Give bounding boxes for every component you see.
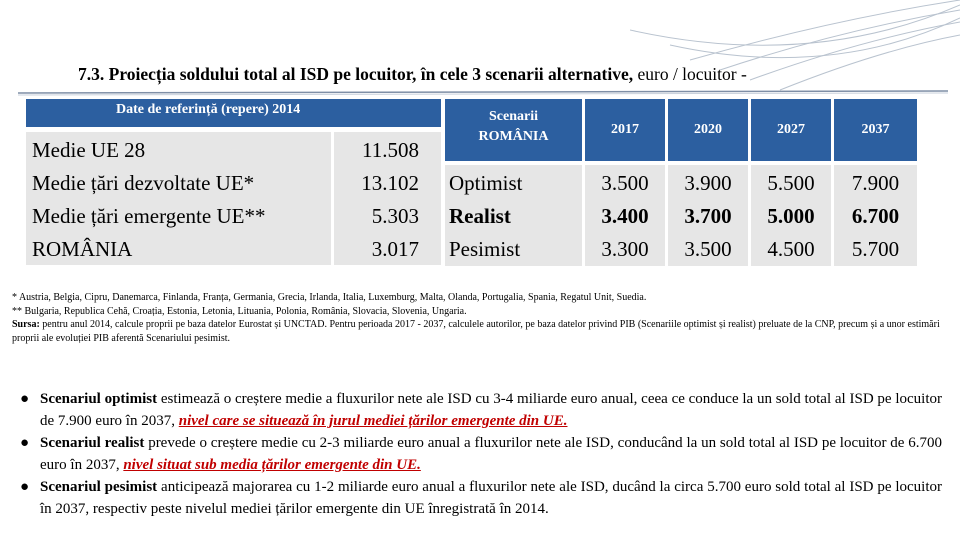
scenario-value: 6.700: [851, 204, 900, 228]
scenario-header-line1: Scenarii: [489, 109, 538, 124]
scenario-bullets: [18, 388, 942, 520]
title-bold: 7.3. Proiecția soldului total al ISD pe locuitor, în cele 3 scenarii alternative,: [78, 64, 634, 84]
bullet-optimist: [18, 388, 942, 432]
scenario-value: 3.400: [601, 204, 649, 228]
scenario-name: Pesimist: [449, 237, 521, 261]
footnotes: [12, 291, 942, 345]
reference-name: Medie UE 28: [32, 138, 146, 162]
scenario-value: 3.300: [601, 237, 649, 261]
reference-name: Medie țări emergente UE**: [32, 204, 266, 228]
year-column-2020: [668, 165, 748, 266]
scenario-value: 3.500: [684, 237, 732, 261]
source-note: [12, 318, 942, 345]
bullet-bold: Scenariul pesimist: [40, 479, 158, 495]
year-header: 2037: [834, 99, 917, 161]
source-text: pentru anul 2014, calcule proprii pe baza datelor Eurostat și UNCTAD. Pentru perioada 2017 - 2037, calculele autorilor, pe baza datelor privind PIB (Scenariile optimist și realist) preluate de la CNP, precum și a unor estimări proprii ale evoluției PIB aferentă Scenariului pesimist.: [12, 319, 940, 344]
scenario-value: 7.900: [851, 171, 900, 195]
bullet-text: prevede o creștere medie cu 2-3 miliarde euro anual a fluxurilor nete ale ISD, conducând la un sold total al ISD pe locuitor de 6.700 euro în 2037,: [40, 435, 943, 473]
title-underline: [18, 90, 948, 96]
reference-value: 13.102: [361, 171, 419, 195]
bullet-pesimist: [18, 476, 942, 520]
scenario-value: 3.700: [684, 204, 732, 228]
scenario-value: 4.500: [767, 237, 815, 261]
reference-names: [26, 132, 331, 265]
bullet-highlight: nivel care se situează în jurul mediei țărilor emergente din UE.: [178, 413, 568, 429]
reference-name: ROMÂNIA: [32, 237, 133, 261]
reference-value: 5.303: [371, 204, 419, 228]
year-header: 2027: [751, 99, 831, 161]
year-column-2017: [585, 165, 665, 266]
scenario-value: 3.900: [684, 171, 732, 195]
year-column-2037: [834, 165, 917, 266]
bullet-text: estimează o creștere medie a fluxurilor nete ale ISD cu 3-4 miliarde euro anual, ceea ce conduce la un sold total al ISD pe locuitor de 7.900 euro în 2037,: [40, 391, 942, 429]
scenario-value: 3.500: [601, 171, 649, 195]
scenario-names: [445, 165, 582, 266]
source-label: Sursa:: [12, 319, 40, 330]
footnote-2: ** Bulgaria, Republica Cehă, Croația, Estonia, Letonia, Lituania, Polonia, România, Slovacia, Slovenia, Ungaria.: [12, 305, 467, 317]
scenario-header: [445, 99, 582, 161]
bullet-dot-icon: ●: [20, 479, 30, 495]
reference-value: 3.017: [371, 237, 419, 261]
bullet-text: anticipează majorarea cu 1-2 miliarde euro anual a fluxurilor nete ale ISD, ducând la circa 5.700 euro sold total al ISD pe locuitor în 2037, respectiv peste nivelul mediei țărilor emergente din UE înregistrată în 2014.: [40, 479, 942, 517]
reference-values: [334, 132, 441, 265]
footnote-1: * Austria, Belgia, Cipru, Danemarca, Finlanda, Franța, Germania, Grecia, Irlanda, Italia, Luxemburg, Malta, Olanda, Portugalia, Spania, Regatul Unit, Suedia.: [12, 292, 647, 303]
title-normal: euro / locuitor -: [633, 64, 747, 84]
scenario-header-line2: ROMÂNIA: [478, 129, 549, 144]
bullet-highlight: nivel situat sub media țărilor emergente din UE.: [123, 457, 421, 473]
scenario-name: Optimist: [449, 171, 523, 195]
bullet-dot-icon: ●: [20, 391, 30, 407]
scenario-value: 5.000: [767, 204, 815, 228]
page-title: [78, 64, 948, 85]
scenario-value: 5.500: [767, 171, 815, 195]
bullet-dot-icon: ●: [20, 435, 30, 451]
bullet-realist: [18, 432, 942, 476]
scenario-value: 5.700: [851, 237, 900, 261]
bullet-bold: Scenariul optimist: [40, 391, 158, 407]
year-header: 2020: [668, 99, 748, 161]
reference-value: 11.508: [362, 138, 419, 162]
reference-header: Date de referință (repere) 2014: [26, 99, 441, 127]
year-column-2027: [751, 165, 831, 266]
scenario-name: Realist: [449, 204, 511, 228]
bullet-bold: Scenariul realist: [40, 435, 145, 451]
year-header: 2017: [585, 99, 665, 161]
reference-name: Medie țări dezvoltate UE*: [32, 171, 255, 195]
